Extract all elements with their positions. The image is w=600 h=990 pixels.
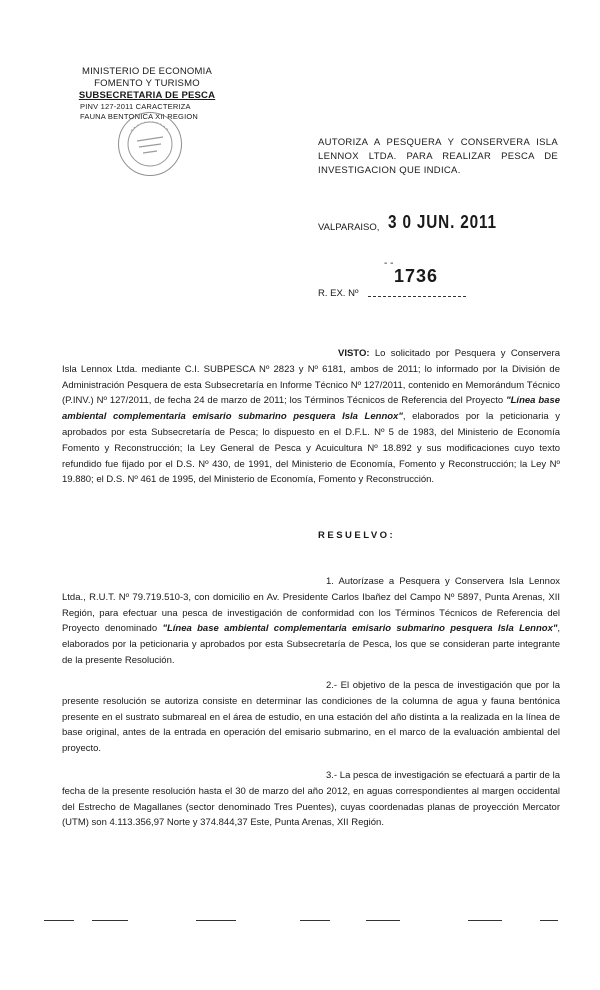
visto-text-a: Lo solicitado por Pesquera y Conservera Isla Lennox Ltda. mediante C.I. SUBPESCA Nº 2823 y Nº 6181, ambos de 2011; lo informado por la División de Administración Pesquera de esta Subsecretaría en Informe Técnico Nº 127/2011, contenido en Memorándum Técnico (P.INV.) Nº 127/2011, de fecha 24 de marzo de 2011; los Términos Técnicos de Referencia del Proyecto	[62, 348, 560, 407]
resolution-subject: AUTORIZA A PESQUERA Y CONSERVERA ISLA LENNOX LTDA. PARA REALIZAR PESCA DE INVESTIGACION QUE INDICA.	[318, 137, 558, 176]
item-3-text: de la fecha de la presente resolución hasta el 30 de marzo del año 2012, en aguas correspondientes al margen occidental del Estrecho de Magallanes (sector denominado Tres Puentes), cuyas coordenadas planas de proyección Mercator (UTM) son 4.113.356,97 Norte y 374.844,37 Este, Punta Arenas, XII Región.	[62, 770, 561, 829]
item-3-paragraph	[62, 768, 560, 831]
visto-paragraph	[62, 346, 560, 488]
official-stamp	[118, 112, 182, 176]
footer-mark-5	[366, 920, 400, 921]
stamp-seal-icon	[119, 113, 181, 175]
reference-line-2: FAUNA BENTONICA XII REGION	[80, 112, 199, 121]
visto-project-title: "Línea base ambiental complementaria emisario submarino pesquera Isla Lennox"	[62, 395, 561, 423]
item-1-project-title: "Línea base ambiental complementaria emisario submarino pesquera Isla Lennox"	[162, 623, 558, 635]
resolution-label: R. EX. Nº	[318, 288, 359, 299]
item-2-paragraph	[62, 678, 560, 757]
resolution-number-line	[368, 296, 466, 297]
item-1-text-a: Ltda., R.U.T. Nº 79.719.510-3, con domicilio en Av. Presidente Carlos Ibañez del Campo Nº 5897, Punta Arenas, XII Región, para efectuar una pesca de investigación de conformidad con los Términos Técnicos de Referencia del Proyecto denominado	[62, 591, 560, 635]
item-1-text-b: , elaborados por la peticionaria y aprobados por esta Subsecretaría de Pesca, los que se consideran parte integrante de la presente Resolución.	[62, 623, 560, 666]
item-2-text: por la presente resolución se autoriza consiste en determinar las condiciones de la columna de agua y fauna bentónica presente en el sustrato submareal en el área de estudio, en una estación del año distinta a la realizada en la línea de base original, antes de la entrada en operación del emisario submarino, en el marco de la evaluación ambiental del proyecto.	[62, 680, 561, 755]
ministry-line-1: MINISTERIO DE ECONOMIA	[81, 66, 213, 77]
footer-mark-3	[196, 920, 236, 921]
item-3-lead: 3.- La pesca de investigación se efectuará a partir	[326, 770, 537, 781]
item-1-lead: 1. Autorízase a Pesquera y Conservera Isla Lennox	[326, 576, 560, 587]
date-label: VALPARAISO,	[318, 222, 380, 233]
subsecretaria-line: SUBSECRETARIA DE PESCA	[78, 90, 216, 101]
visto-text-b: , elaborados por la peticionaria y aprobados por esta Subsecretaría de Pesca; lo dispuesto en el D.F.L. Nº 5 de 1983, del Ministerio de Economía Fomento y Reconstrucción; la Ley General de Pesca y Acuicultura Nº 18.892 y sus modificaciones cuyo texto refundido fue fijado por el D.S. Nº 430, de 1991, del Ministerio de Economía, Fomento y Reconstrucción; la Ley Nº 19.880; el D.S. Nº 461 de 1995, del Ministerio de Economía, Fomento y Reconstrucción.	[62, 411, 560, 486]
footer-mark-1	[44, 920, 74, 921]
footer-mark-2	[92, 920, 128, 921]
footer-mark-4	[300, 920, 330, 921]
visto-label: VISTO:	[338, 348, 370, 359]
item-1-paragraph	[62, 574, 560, 669]
footer-mark-6	[468, 920, 502, 921]
footer-mark-7	[540, 920, 558, 921]
resolution-number-dash: - -	[384, 258, 394, 269]
resuelvo-heading: RESUELVO:	[318, 530, 396, 541]
resolution-number: 1736	[394, 266, 439, 286]
reference-line-1: PINV 127-2011 CARACTERIZA	[80, 102, 191, 111]
date-value: 3 0 JUN. 2011	[388, 212, 497, 232]
ministry-line-2: FOMENTO Y TURISMO	[94, 78, 200, 89]
item-2-lead: 2.- El objetivo de la pesca de investigación que	[326, 680, 532, 691]
